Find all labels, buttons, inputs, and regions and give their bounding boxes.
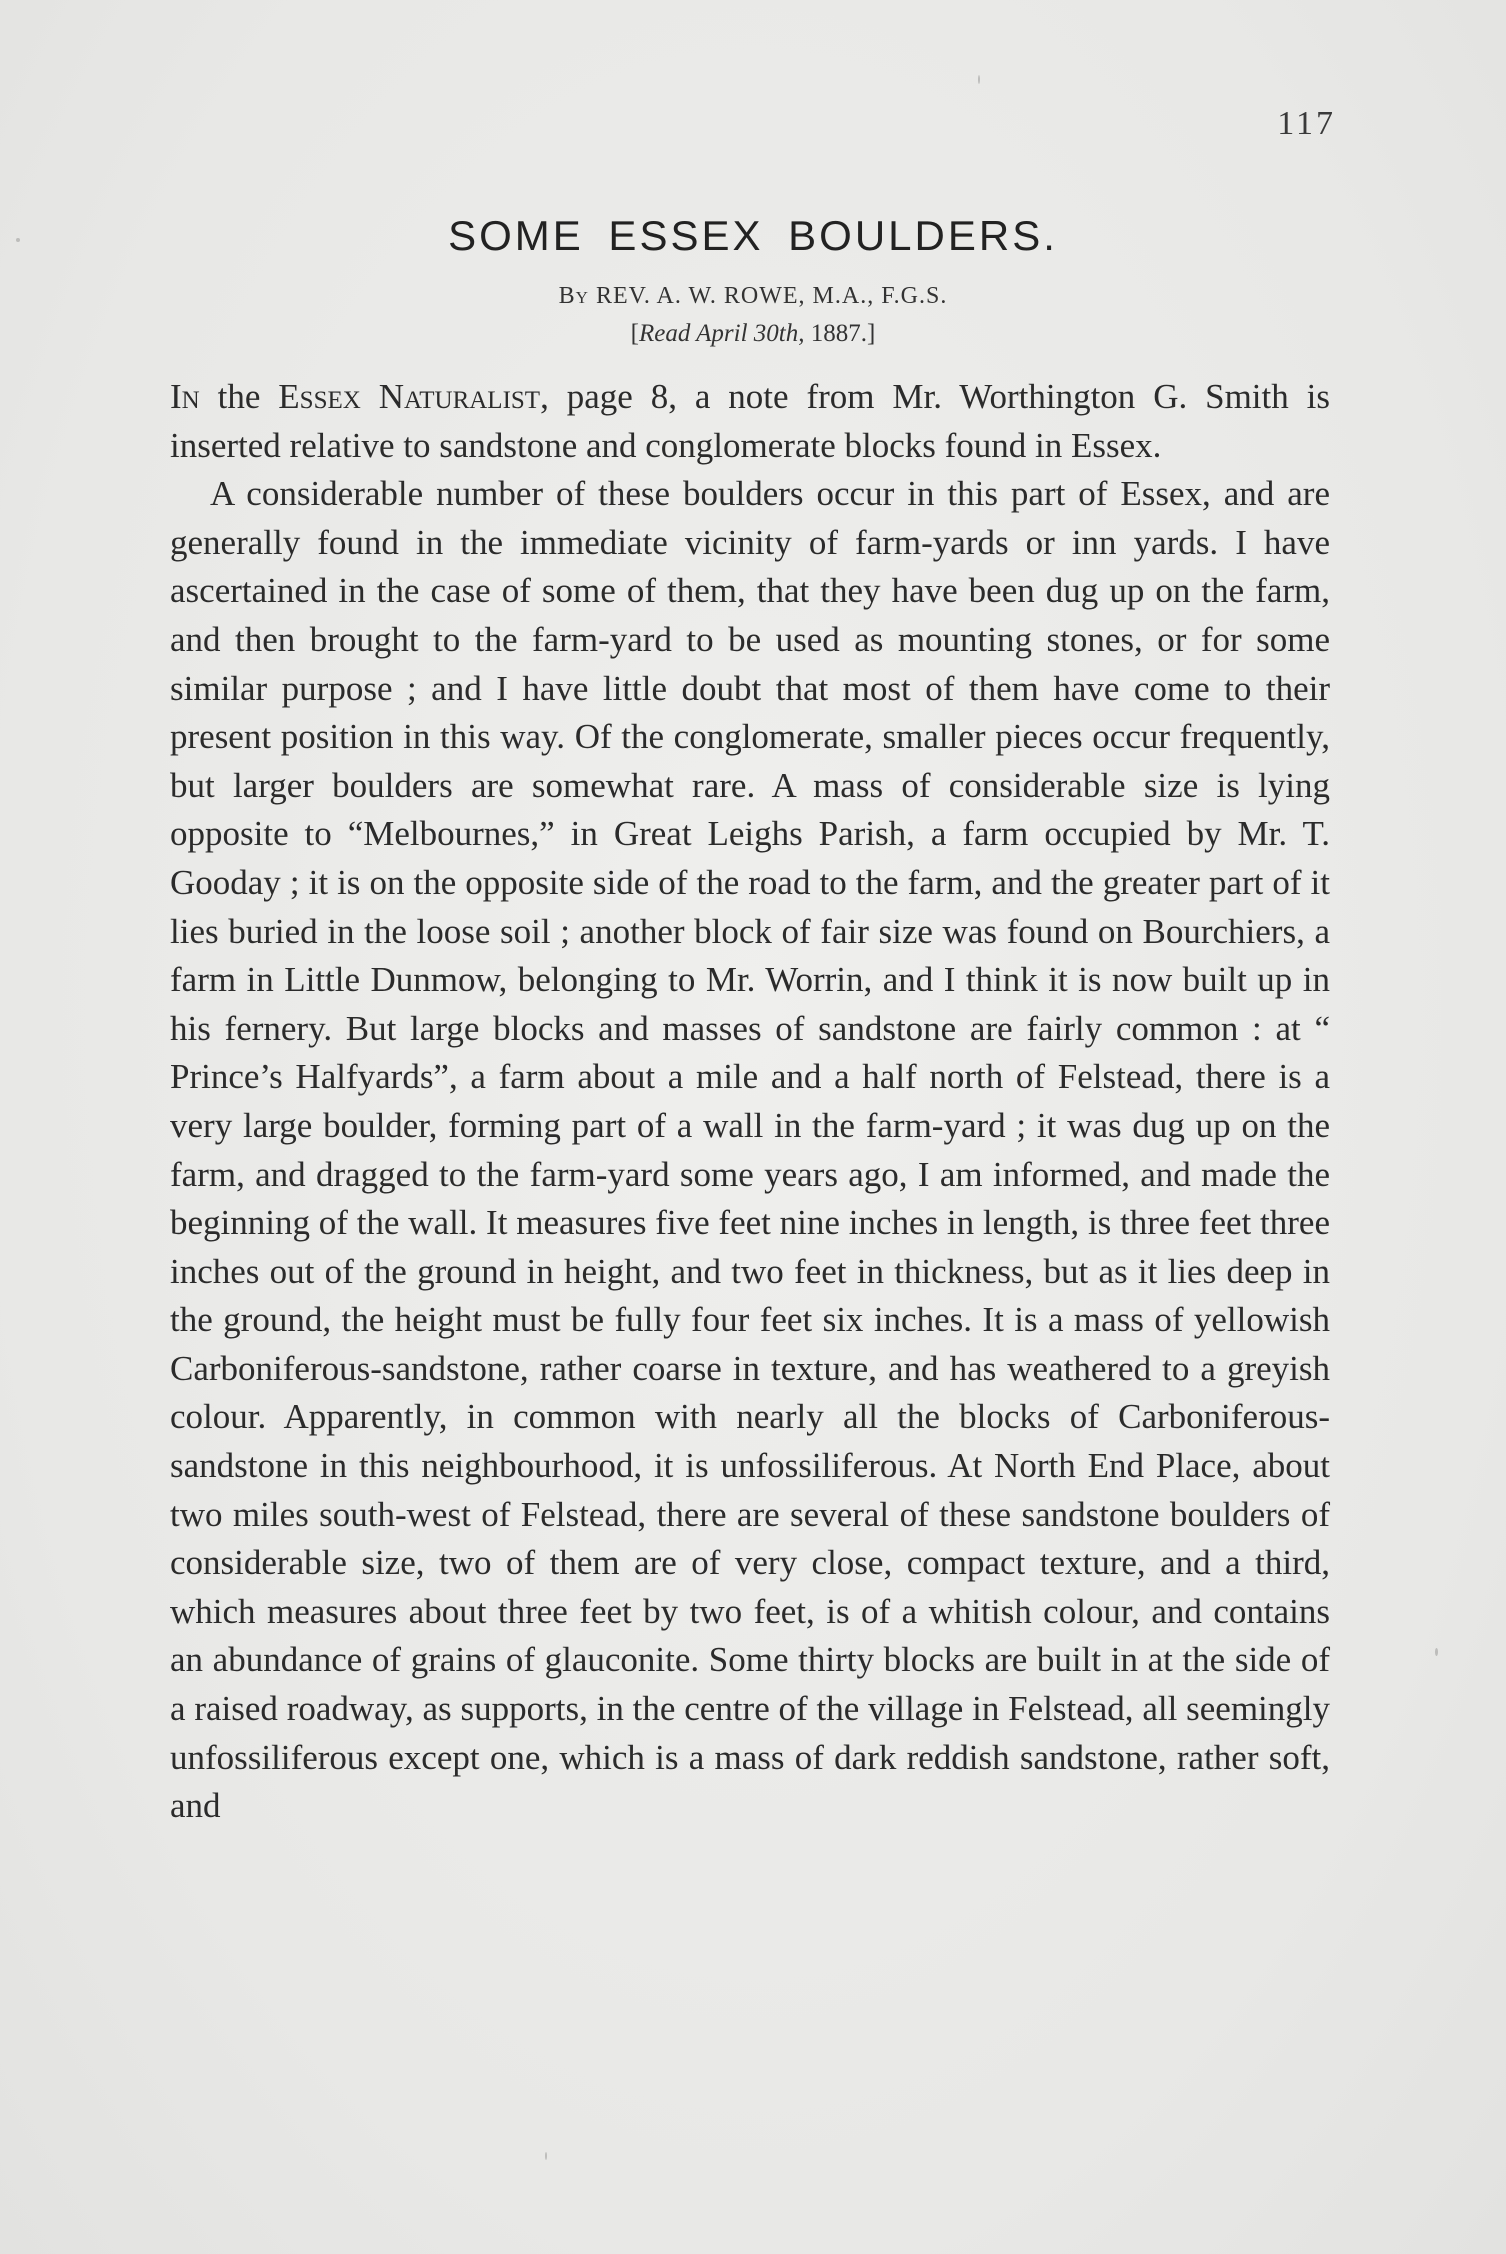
article-title: SOME ESSEX BOULDERS. — [448, 212, 1058, 259]
publication-name-essex: Essex — [278, 377, 361, 416]
page-number: 117 — [1277, 105, 1336, 142]
paragraph-2: A considerable number of these boulders occur in this part of Essex, and are generally found in the immediate vicinity of farm-yards or inn yards. I have ascertained in the case of some of them, that they have been dug up on the farm, and then brought to the farm-yard to be used as mounting stones, or for some similar purpose ; and I have little doubt that most of them have come to their present position in this way. Of the conglomerate, smaller pieces occur frequently, but larger boulders are somewhat rare. A mass of considerable size is lying opposite to “Melbournes,” in Great Leighs Parish, a farm occupied by Mr. T. Gooday ; it is on the opposite side of the road to the farm, and the greater part of it lies buried in the loose soil ; another block of fair size was found on Bourchiers, a farm in Little Dunmow, belonging to Mr. Worrin, and I think it is now built up in his fernery. But large blocks and masses of sandstone are fairly common : at “ Prince’s Halfyards”, a farm about a mile and a half north of Felstead, there is a very large boulder, forming part of a wall in the farm-yard ; it was dug up on the farm, and dragged to the farm-yard some years ago, I am informed, and made the beginning of the wall. It measures five feet nine inches in length, is three feet three inches out of the ground in height, and two feet in thickness, but as it lies deep in the ground, the height must be fully four feet six inches. It is a mass of yellowish Carboniferous-sandstone, rather coarse in texture, and has weathered to a greyish colour. Apparently, in common with nearly all the blocks of Carboniferous-sandstone in this neighbourhood, it is unfossiliferous. At North End Place, about two miles south-west of Felstead, there are several of these sandstone boulders of considerable size, two of them are of very close, compact texture, and a third, which measures about three feet by two feet, is of a whitish colour, and contains an abundance of grains of glauconite. Some thirty blocks are built in at the side of a raised roadway, as supports, in the centre of the village in Felstead, all seemingly unfossiliferous except one, which is a mass of dark reddish sandstone, rather soft, and — [170, 474, 1330, 1826]
byline — [0, 283, 1506, 310]
lead-in-word: In — [170, 377, 200, 416]
paragraph-1-rest: , page 8, a note from Mr. Worthington G. Smith is inserted relative to sandstone and conglomerate blocks found in Essex. — [170, 377, 1330, 465]
paper-speck — [978, 75, 980, 84]
paper-speck — [1435, 1648, 1438, 1656]
read-date-year: 1887.] — [804, 320, 876, 347]
paper-speck — [545, 2152, 547, 2160]
publication-name-naturalist: Naturalist — [360, 377, 541, 416]
read-date-italic: Read April 30th, — [638, 320, 805, 347]
paragraph-1 — [170, 373, 1330, 470]
paragraph-1-part-1: the — [199, 377, 279, 416]
read-date — [0, 320, 1506, 348]
byline-prefix: By — [558, 283, 589, 309]
author-name: REV. A. W. ROWE, M.A., F.G.S. — [595, 283, 948, 309]
article-body — [170, 373, 1330, 1831]
paper-speck — [16, 238, 20, 242]
read-date-open: [ — [630, 320, 639, 347]
